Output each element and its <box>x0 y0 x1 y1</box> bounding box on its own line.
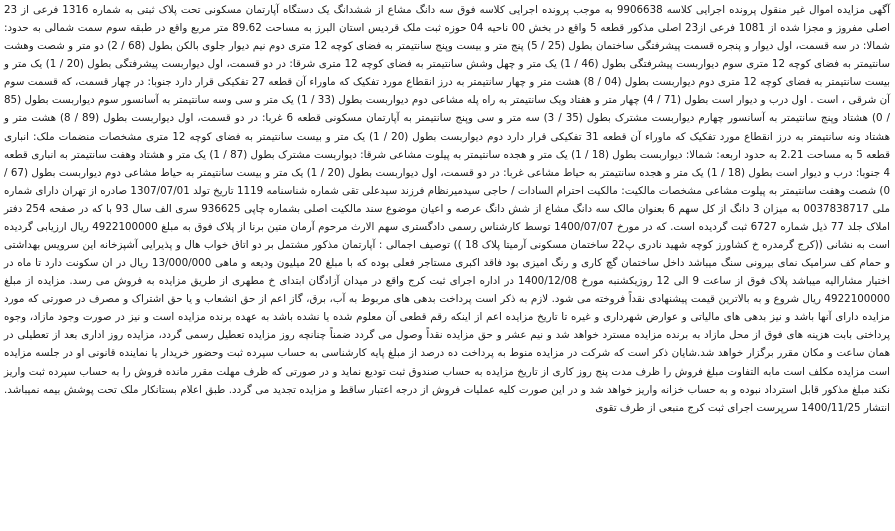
auction-notice-text: آگهی مزایده اموال غیر منقول پرونده اجرایی کلاسه 9906638 به موجب پرونده اجرایی کلاسه فوق سه دانگ مشاع از ششدانگ یک دستگاه آپارتمان مسکونی تحت پلاک ثبتی به شماره 1316 فرعی از 23 اصلی مفروز و مجزا شده از 1081 فرعی از23 اصلی مذکور قطعه 5 واقع در بخش 00 ناحیه 04 حوزه ثبت ملک قردیس استان البرز به مساحت 89.62 متر مربع واقع در طبقه سوم سمت شمالی به حدود: شمالا: در سه قسمت، اول دیوار و پنجره قسمت پیشرفتگی ساختمان بطول (25 / 5) پنج متر و بیست وپنج سانتیمتر به فضای کوچه 12 متری دوم نیم دیوار جلوی بالکن بطول (68 / 2) دو متر و شصت وهشت سانتیمتر به فضای کوچه 12 متری سوم دیواربست پیشرفتگی بطول (46 / 1) یک متر و چهل وشش سانتیمتر به فضای کوچه 12 متری شرقا: در دو قسمت، اول دیواربست پیشرفتگی بطول (20 / 1) یک متر و بیست سانتیمتر به فضای کوچه 12 متری دوم دیواربست بطول (04 / 8) هشت متر و چهار سانتیمتر به درز انقطاع مورد تفکیک که ماوراء آن قطعه 27 تفکیکی قرار دارد جنوبا: در چهار قسمت، که قسمت سوم آن شرقی ، است . اول درب و دیوار است بطول (71 / 4) چهار متر و هفتاد ویک سانتیمتر به راه پله مشاعی دوم دیواربست بطول (33 / 1) یک متر و سی وسه سانتیمتر به آسانسور سوم دیواربست بطول (85 / 0) هشتاد وپنج سانتیمتر به آسانسور چهارم دیواربست مشترک بطول (35 / 3) سه متر و سی وپنج سانتیمتر به آپارتمان مسکونی قطعه 6 غربا: در دو قسمت، اول دیواربست بطول (89 / 8) هشت متر و هشتاد ونه سانتیمتر به درز انقطاع مورد تفکیک که ماوراء آن قطعه 31 تفکیکی قرار دارد دوم دیواربست بطول (20 / 1) یک متر و بیست سانتیمتر به فضای کوچه 12 متری مشخصات منضمات ملک: انباری قطعه 5 به مساحت 2.21 به حدود اربعه: شمالا: دیواربست بطول (18 / 1) یک متر و هجده سانتیمتر به پیلوت مشاعی شرقا: دیواربست مشترک بطول (87 / 1) یک متر و هشتاد وهفت سانتیمتر به انباری قطعه 4 جنوبا: درب و دیوار است بطول (18 / 1) یک متر و هجده سانتیمتر به حیاط مشاعی غربا: در دو قسمت، اول دیواربست بطول (20 / 1) یک متر و بیست سانتیمتر به حیاط مشاعی دوم دیواربست بطول (67 / 0) شصت وهفت سانتیمتر به پیلوت مشاعی مشخصات مالکیت: مالکیت احترام السادات / حاجی سیدمیرنظام فرزند سیدعلی تقی شماره شناسنامه 1119 تاریخ تولد 1307/07/01 صادره از تهران دارای شماره ملی 0037838717 به میزان 3 دانگ از کل سهم 6 بعنوان مالک سه دانگ مشاع از شش دانگ عرصه و اعیان موضوع سند مالکیت اصلی بشماره چاپی 936625 سری الف سال 93 با که در صفحه 254 دفتر املاک جلد 77 ذیل شماره 6727 ثبت گردیده است. که در مورخ 1400/07/07 توسط کارشناس رسمی دادگستری سهم الارث مرحوم آرمان متین برنا از پلاک فوق به مبلغ 4922100000 ریال ارزیابی گردیده است به نشانی ((کرج گرمدره خ کشاورز کوچه شهید نادری پ22 ساختمان مسکونی آرمیتا پلاک 18 )) توصیف اجمالی : آپارتمان مذکور مشتمل بر دو اتاق خواب هال و پذیرایی آشپزخانه این سرویس بهداشتی و حمام کف سرامیک نمای بیرونی سنگ میباشد داخل ساختمان گچ کاری و رنگ امیزی بود فاقد اکبری مستاجر فعلی بوده که با مبلغ 20 میلیون ودیعه و ماهی 13/000/000 ریال در ان سکونت دارد تا ماه در اختیار مشارالیه میباشد پلاک فوق از ساعت 9 الی 12 روزیکشنبه مورخ 1400/12/08 در اداره اجرای ثبت کرج واقع در میدان آزادگان ابتدای خ مطهری از طریق مزایده به فروش می رسد. مزایده از مبلغ 4922100000 ریال شروع و به بالاترین قیمت پیشنهادی نقداً فروخته می شود. لازم به ذکر است پرداخت بدهی های مربوط به آب، برق، گاز اعم از حق انشعاب و یا حق اشتراک و مصرف در صورتی که مورد مزایده دارای آنها باشد و نیز بدهی های مالیاتی و عوارض شهرداری و غیره تا تاریخ مزایده اعم از اینکه رقم قطعی آن معلوم شده یا نشده باشد به عهده برنده مزایده است و نیز در صورت وجود مازاد، وجوه پرداختی بابت هزینه های فوق از محل مازاد به برنده مزایده مسترد خواهد شد و نیم عشر و حق مزایده نقداً وصول می گردد ضمناً چنانچه روز مزایده تعطیل رسمی گردد، مزایده روز اداری بعد از تعطیلی در همان ساعت و مکان مقرر برگزار خواهد شد.شایان ذکر است که شرکت در مزایده منوط به پرداخت ده درصد از مبلغ پایه کارشناسی به حساب سپرده ثبت وحضور خریدار یا نماینده قانونی او در جلسه مزایده است مزایده مکلف است مابه التفاوت مبلغ فروش را ظرف مدت پنج روز کاری از تاریخ مزایده به حساب صندوق ثبت تودیع نماید و در صورتی که ظرف مهلت مقرر مانده فروش را به حساب سپرده ثبت واریز نکند مبلغ مذکور قابل استرداد نبوده و به حساب خزانه واریز خواهد شد و در این صورت کلیه عملیات فروش از درجه اعتبار ساقط و مزایده تجدید می گردد. طبق اعلام بستانکار ملک تحت پوشش بیمه نمیباشد. انتشار 1400/11/25 سرپرست اجرای ثبت کرج منبعی از طرف تقوی <box>4 4 891 414</box>
